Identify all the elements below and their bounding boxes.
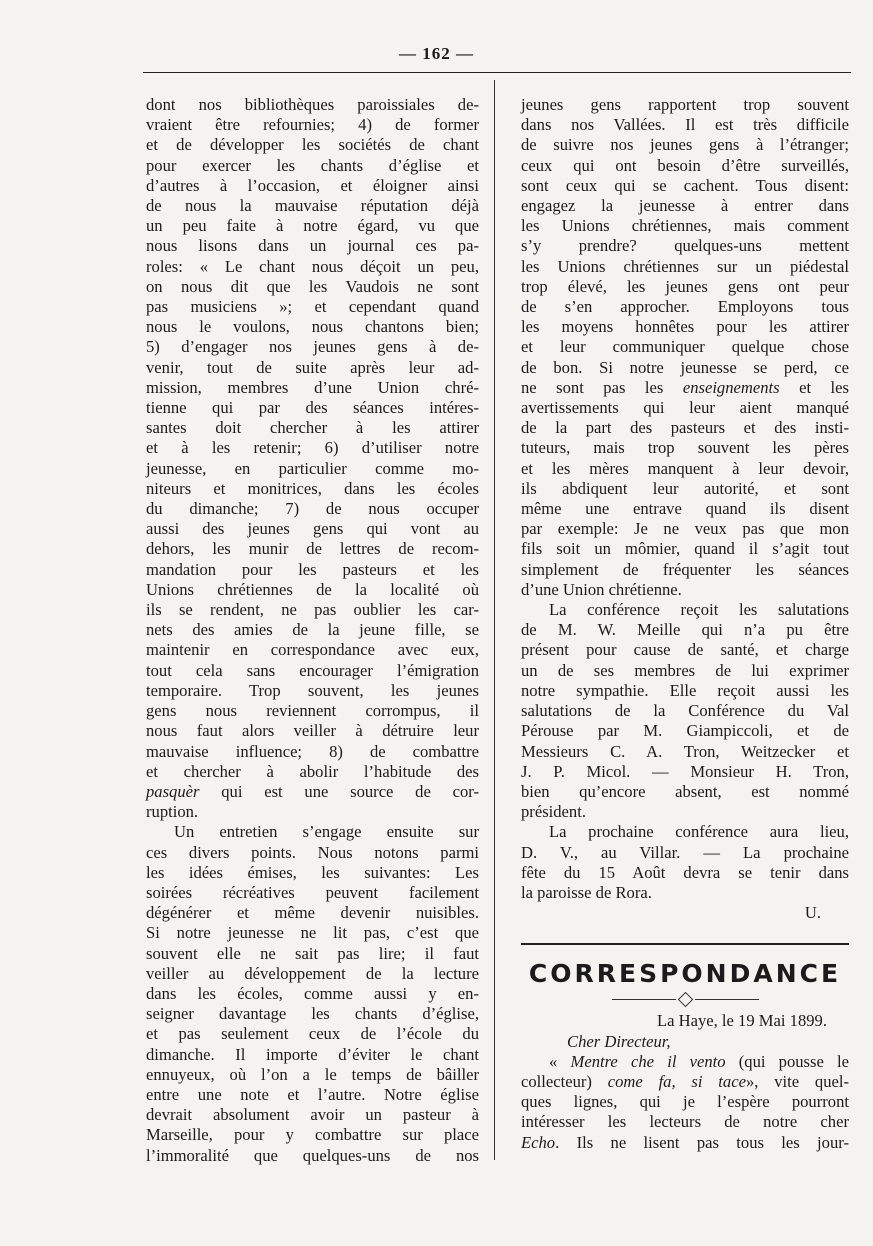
- text-line: dont nos bibliothèques paroissiales de-: [146, 95, 479, 114]
- text-line: veiller au développement de la lecture: [146, 963, 479, 983]
- text-line: sont ceux qui se cachent. Tous disent:: [521, 175, 849, 195]
- text-line: temporaire. Trop souvent, les jeunes: [146, 680, 479, 700]
- text-line: dans nos Vallées. Il est très difficile: [521, 115, 849, 135]
- text-line: Pérouse par M. Giampiccoli, et de: [521, 721, 849, 741]
- text-line: ques lignes, qui je l’espère pourront: [521, 1092, 849, 1112]
- text-line: les moyens honnêtes pour les attirer: [521, 317, 849, 337]
- text-line: bien qu’encore absent, est nommé: [521, 781, 849, 801]
- text-line: ils se rendent, ne pas oublier les car-: [146, 600, 479, 620]
- text-line: les Unions chrétiennes, mais comment: [521, 216, 849, 236]
- text-line: Echo. Ils ne lisent pas tous les jour-: [521, 1132, 849, 1152]
- left-column: [146, 95, 479, 1166]
- text-line: pasquèr qui est une source de cor-: [146, 781, 479, 801]
- text-line: tienne qui par des séances intéres-: [146, 398, 479, 418]
- text-line: un peu faite à notre égard, vu que: [146, 216, 479, 236]
- text-line: l’immoralité que quelques-uns de nos: [146, 1145, 479, 1165]
- text-line: devrait absolument avoir un pasteur à: [146, 1105, 479, 1125]
- text-line: mauvaise influence; 8) de combattre: [146, 741, 479, 761]
- text-line: venir, tout de suite après leur ad-: [146, 357, 479, 377]
- ornament-bar-right: [695, 999, 759, 1000]
- text-line: Si notre jeunesse ne lit pas, c’est que: [146, 923, 479, 943]
- text-line: mission, membres d’une Union chré-: [146, 377, 479, 397]
- text-line: Messieurs C. A. Tron, Weitzecker et: [521, 741, 849, 761]
- text-line: simplement de fréquenter les séances: [521, 559, 849, 579]
- ornament-divider: [521, 991, 849, 1007]
- text-line: nous lisons dans un journal ces pa-: [146, 236, 479, 256]
- text-line: pas musiciens »; et cependant quand: [146, 297, 479, 317]
- text-line: ne sont pas les enseignements et les: [521, 377, 849, 397]
- text-line: fils soit un mômier, quand il s’agit tout: [521, 539, 849, 559]
- text-line: un de ses membres de lui exprimer: [521, 660, 849, 680]
- italic-text: Mentre che il vento: [570, 1051, 726, 1071]
- text-line: Un entretien s’engage ensuite sur: [174, 822, 479, 842]
- italic-text: pasquèr: [146, 781, 200, 801]
- text-line: ils abdiquent leur autorité, et sont: [521, 478, 849, 498]
- text-line: intéresser les lecteurs de notre cher: [521, 1112, 849, 1132]
- text-line: gens nous reviennent corrompus, il: [146, 701, 479, 721]
- text-line: s’y prendre? quelques-uns mettent: [521, 236, 849, 256]
- text-line: D. V., au Villar. — La prochaine: [521, 842, 849, 862]
- text-line: J. P. Micol. — Monsieur H. Tron,: [521, 761, 849, 781]
- ornament-bar-left: [612, 999, 676, 1000]
- text-line: pour exercer les chants d’église et: [146, 155, 479, 175]
- text-line: du dimanche; 7) de nous occuper: [146, 499, 479, 519]
- text-line: d’une Union chrétienne.: [521, 579, 682, 599]
- text-line: ceux qui ont besoin d’être surveillés,: [521, 155, 849, 175]
- text-line: La conférence reçoit les salutations: [549, 600, 849, 620]
- text-line: trop élevé, les jeunes gens ont peur: [521, 276, 849, 296]
- text-line: dans les écoles, comme aussi y en-: [146, 983, 479, 1003]
- text-line: de suivre nos jeunes gens à l’étranger;: [521, 135, 849, 155]
- salutation: Cher Directeur,: [567, 1031, 671, 1051]
- text-line: fête du 15 Août devra se tenir dans: [521, 862, 849, 882]
- text-line: présent pour cause de santé, et charge: [521, 640, 849, 660]
- text-line: entre une note et l’autre. Notre église: [146, 1084, 479, 1104]
- text-line: et chercher à abolir l’habitude des: [146, 761, 479, 781]
- header-rule: [143, 72, 851, 73]
- right-column-bottom-text: [521, 1052, 849, 1153]
- text-line: et leur communiquer quelque chose: [521, 337, 849, 357]
- text-line: tout cela sans encourager l’émigration: [146, 660, 479, 680]
- text-line: « Mentre che il vento (qui pousse le: [549, 1051, 850, 1071]
- text-line: collecteur) come fa, si tace», vite quel-: [521, 1071, 849, 1091]
- italic-text: Echo: [521, 1132, 556, 1152]
- text-line: de nous la mauvaise réputation déjà: [146, 196, 479, 216]
- text-line: on nous dit que les Vaudois ne sont: [146, 276, 479, 296]
- text-line: dégénérer et même devenir nuisibles.: [146, 903, 479, 923]
- section-title: CORRESPONDANCE: [528, 959, 842, 989]
- text-line: souvent elle ne sait pas lire; il faut: [146, 943, 479, 963]
- signature: U.: [804, 903, 821, 923]
- text-line: jeunes gens rapportent trop souvent: [521, 95, 849, 114]
- text-line: jeunesse, en particulier comme mo-: [146, 458, 479, 478]
- text-line: même une entrave quand ils disent: [521, 499, 849, 519]
- text-line: de s’en approcher. Employons tous: [521, 297, 849, 317]
- text-line: les idées émises, les suivantes: Les: [146, 862, 479, 882]
- text-line: ennuyeux, où l’on a le temps de bâiller: [146, 1064, 479, 1084]
- text-line: nets des amies de la jeune fille, se: [146, 620, 479, 640]
- text-line: santes doit chercher à les attirer: [146, 418, 479, 438]
- text-line: et à les retenir; 6) d’utiliser notre: [146, 438, 479, 458]
- text-line: nous faut alors veiller à détruire leur: [146, 721, 479, 741]
- ornament-diamond-icon: [677, 992, 693, 1008]
- text-line: aussi des jeunes gens qui vont au: [146, 519, 479, 539]
- text-line: Marseille, pour y combattre sur place: [146, 1125, 479, 1145]
- column-divider: [494, 80, 495, 1160]
- text-line: tuteurs, mais trop souvent les pères: [521, 438, 849, 458]
- page-number: — 162 —: [399, 44, 474, 63]
- text-line: La prochaine conférence aura lieu,: [549, 822, 849, 842]
- text-line: les Unions chrétiennes sur un piédestal: [521, 256, 849, 276]
- text-line: de bon. Si notre jeunesse se perd, ce: [521, 357, 849, 377]
- text-line: ces divers points. Nous notons parmi: [146, 842, 479, 862]
- text-line: roles: « Le chant nous déçoit un peu,: [146, 256, 479, 276]
- text-line: notre sympathie. Elle reçoit aussi les: [521, 680, 849, 700]
- section-rule: [521, 943, 849, 945]
- text-line: soirées récréatives peuvent facilement: [146, 882, 479, 902]
- text-line: ruption.: [146, 802, 199, 822]
- text-line: nous le voulons, nous chantons bien;: [146, 317, 479, 337]
- dateline: La Haye, le 19 Mai 1899.: [656, 1011, 827, 1031]
- text-line: dehors, les munir de lettres de recom-: [146, 539, 479, 559]
- text-line: et pas seulement ceux de l’école du: [146, 1024, 479, 1044]
- text-line: engagez la jeunesse à entrer dans: [521, 196, 849, 216]
- text-line: d’autres à l’occasion, et éloigner ainsi: [146, 175, 479, 195]
- text-line: de la part des pasteurs et des insti-: [521, 418, 849, 438]
- text-line: de M. W. Meille qui n’a pu être: [521, 620, 849, 640]
- italic-text: come fa, si tace: [607, 1071, 746, 1091]
- italic-text: enseignements: [682, 377, 780, 397]
- text-line: la paroisse de Rora.: [521, 882, 652, 902]
- text-line: niteurs et monitrices, dans les écoles: [146, 478, 479, 498]
- right-column-top-text: [521, 95, 849, 903]
- text-line: seigner davantage les chants d’église,: [146, 1004, 479, 1024]
- text-line: par exemple: Je ne veux pas que mon: [521, 519, 849, 539]
- text-line: maintenir en correspondance avec eux,: [146, 640, 479, 660]
- text-line: et les mères manquent à leur devoir,: [521, 458, 849, 478]
- text-line: 5) d’engager nos jeunes gens à de-: [146, 337, 479, 357]
- text-line: et de développer les sociétés de chant: [146, 135, 479, 155]
- right-column: [521, 95, 849, 1153]
- text-line: salutations de la Conférence du Val: [521, 701, 849, 721]
- text-line: vraient être refournies; 4) de former: [146, 115, 479, 135]
- text-line: avertissements qui leur aient manqué: [521, 398, 849, 418]
- text-line: président.: [521, 802, 586, 822]
- text-line: dimanche. Il importe d’éviter le chant: [146, 1044, 479, 1064]
- text-line: mandation pour les pasteurs et les: [146, 559, 479, 579]
- text-line: Unions chrétiennes de la localité où: [146, 579, 479, 599]
